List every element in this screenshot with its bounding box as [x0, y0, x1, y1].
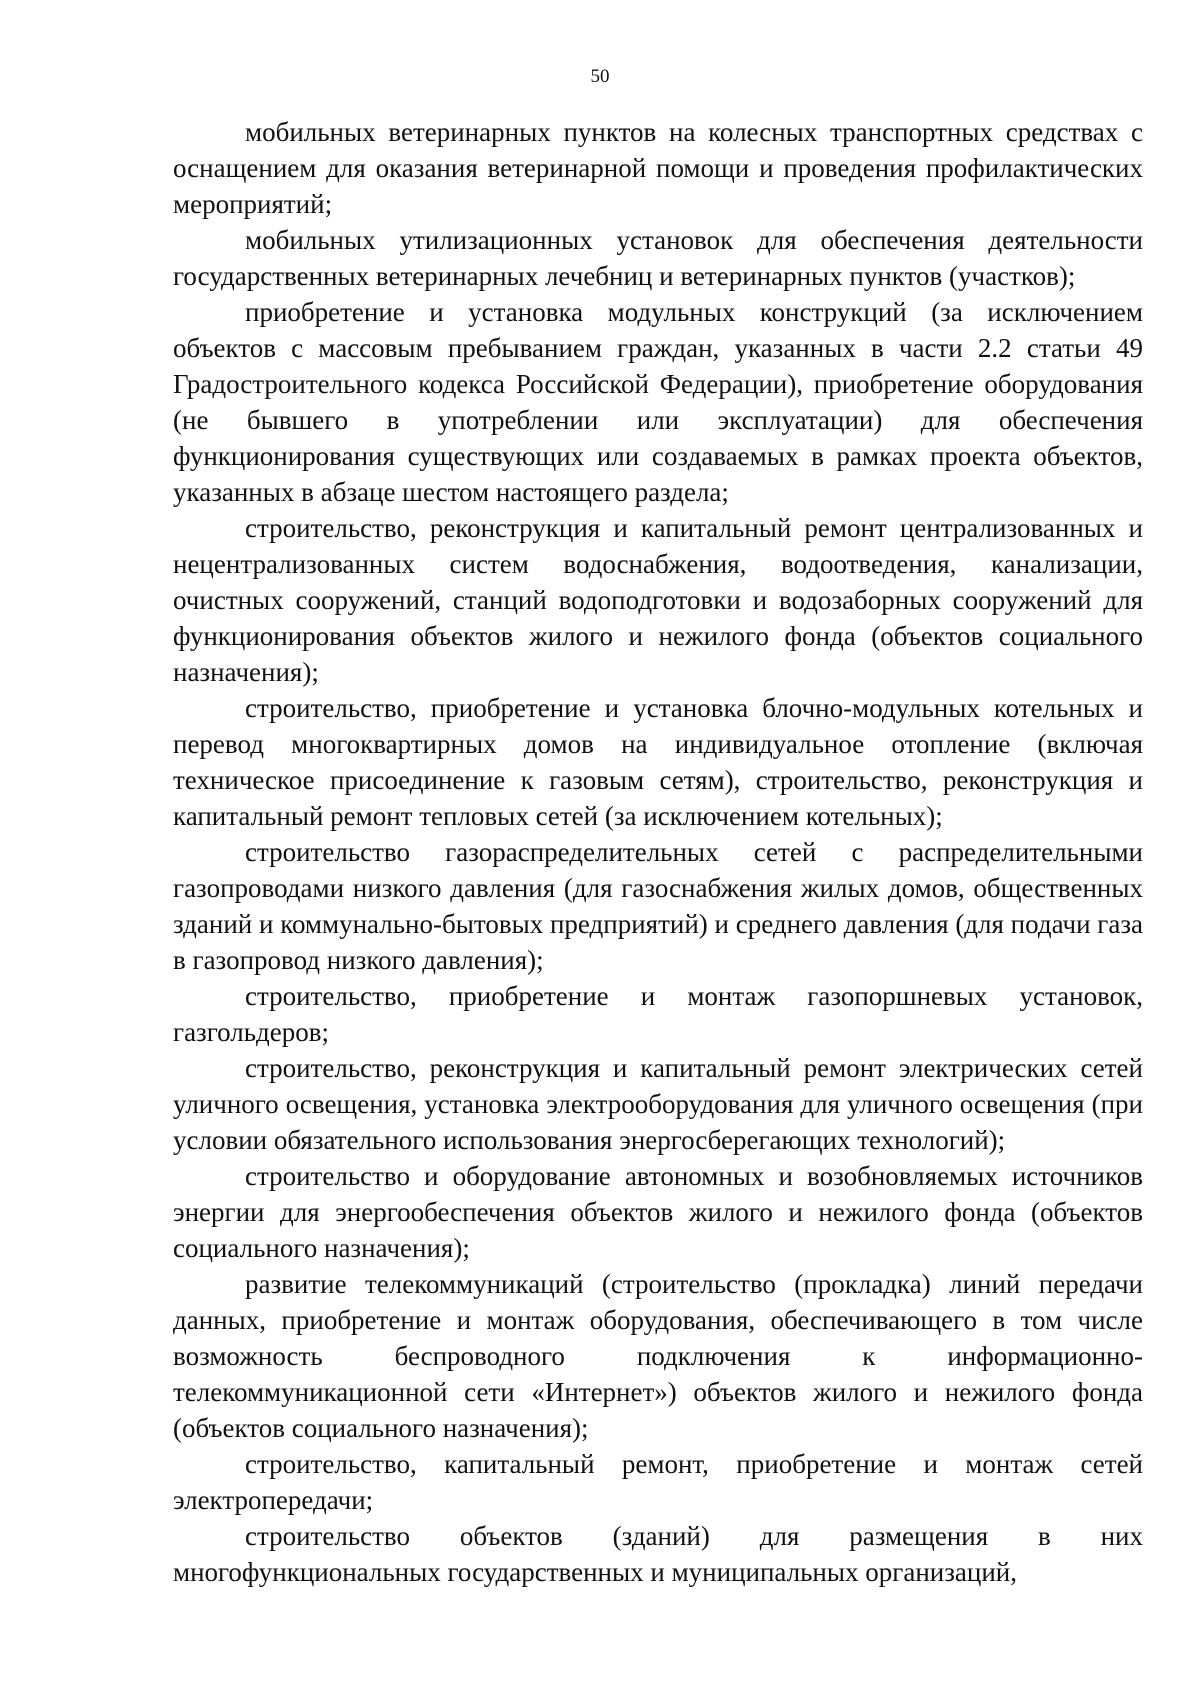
- page-number: 50: [590, 66, 610, 87]
- paragraph: мобильных утилизационных установок для обеспечения деятельности государственных ветеринарных лечебниц и ветеринарных пунктов (участков);: [173, 225, 1143, 291]
- paragraph: строительство объектов (зданий) для размещения в них многофункциональных государственных и муниципальных организаций,: [173, 1521, 1143, 1587]
- paragraph: строительство, приобретение и монтаж газопоршневых установок, газгольдеров;: [173, 981, 1143, 1047]
- paragraph: приобретение и установка модульных конструкций (за исключением объектов с массовым пребыванием граждан, указанных в части 2.2 статьи 49 Градостроительного кодекса Российской Федерации), приобретение оборудования (не бывшего в употреблении или эксплуатации) для обеспечения функционирования существующих или создаваемых в рамках проекта объектов, указанных в абзаце шестом настоящего раздела;: [173, 297, 1143, 507]
- paragraph: строительство, реконструкция и капитальный ремонт электрических сетей уличного освещения, установка электрооборудования для уличного освещения (при условии обязательного использования энергосберегающих технологий);: [173, 1053, 1143, 1155]
- paragraph: строительство, приобретение и установка блочно-модульных котельных и перевод многоквартирных домов на индивидуальное отопление (включая техническое присоединение к газовым сетям), строительство, реконструкция и капитальный ремонт тепловых сетей (за исключением котельных);: [173, 693, 1143, 831]
- paragraph: развитие телекоммуникаций (строительство (прокладка) линий передачи данных, приобретение и монтаж оборудования, обеспечивающего в том числе возможность беспроводного подключения к информационно-телекоммуникационной сети «Интернет») объектов жилого и нежилого фонда (объектов социального назначения);: [173, 1269, 1143, 1443]
- paragraph: мобильных ветеринарных пунктов на колесных транспортных средствах с оснащением для оказания ветеринарной помощи и проведения профилактических мероприятий;: [173, 117, 1143, 219]
- paragraph: строительство газораспределительных сетей с распределительными газопроводами низкого давления (для газоснабжения жилых домов, общественных зданий и коммунально-бытовых предприятий) и среднего давления (для подачи газа в газопровод низкого давления);: [173, 837, 1143, 975]
- paragraph: строительство, капитальный ремонт, приобретение и монтаж сетей электропередачи;: [173, 1449, 1143, 1515]
- document-body: [173, 114, 1143, 1590]
- paragraph: строительство и оборудование автономных и возобновляемых источников энергии для энергообеспечения объектов жилого и нежилого фонда (объектов социального назначения);: [173, 1161, 1143, 1263]
- paragraph: строительство, реконструкция и капитальный ремонт централизованных и нецентрализованных систем водоснабжения, водоотведения, канализации, очистных сооружений, станций водоподготовки и водозаборных сооружений для функционирования объектов жилого и нежилого фонда (объектов социального назначения);: [173, 513, 1143, 687]
